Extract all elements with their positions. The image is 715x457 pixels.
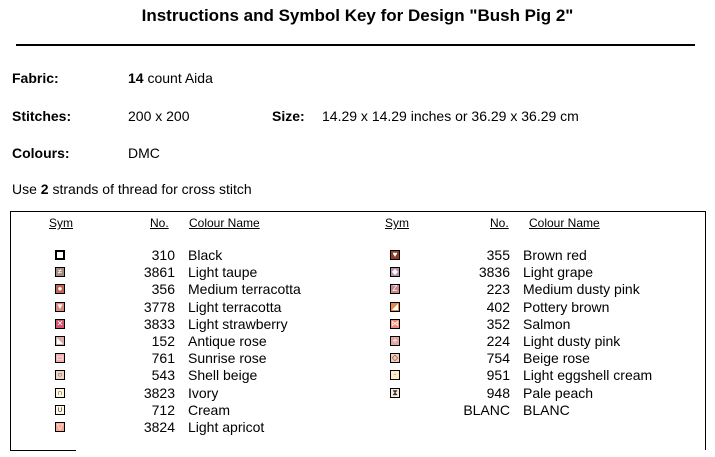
colour-name: Light eggshell cream [523, 367, 653, 384]
header-sym-left: Sym [49, 216, 73, 230]
hourglass-symbol-icon: ⧗ [390, 388, 400, 398]
colour-name: Pottery brown [523, 298, 610, 315]
dmc-number: 3824 [143, 419, 175, 435]
list-item [55, 333, 355, 350]
colour-name: BLANC [523, 401, 570, 418]
list-item [390, 264, 690, 281]
colour-name: Salmon [523, 315, 571, 332]
circle-symbol-icon: ● [55, 284, 65, 294]
diamond-symbol-icon: ◆ [391, 267, 399, 277]
colour-name: Light grape [523, 264, 594, 281]
ring-symbol-icon: ○ [55, 370, 65, 380]
dmc-number: 352 [486, 315, 510, 332]
list-item [55, 281, 355, 298]
dmc-number: 152 [151, 333, 175, 349]
arch-symbol-icon: ∩ [55, 388, 65, 398]
header-no-right: No. [490, 216, 509, 230]
list-item [55, 264, 355, 281]
size-label: Size: [272, 108, 305, 124]
strands-instruction [12, 181, 252, 197]
dmc-number: 402 [486, 298, 510, 315]
list-item [390, 316, 690, 333]
dmc-number: 948 [486, 384, 510, 401]
z-symbol-icon: Z [390, 284, 400, 294]
colour-name: Shell beige [188, 367, 258, 384]
colour-name: Ivory [188, 384, 219, 401]
colour-name: Black [188, 247, 223, 263]
rectangle-symbol-icon: ▭ [56, 353, 64, 363]
dmc-number: 951 [486, 367, 510, 384]
list-item [390, 333, 690, 350]
strands-suffix: strands of thread for cross stitch [52, 181, 252, 197]
colour-name: Beige rose [523, 350, 590, 367]
dmc-number: 761 [151, 350, 175, 367]
list-item [390, 281, 690, 298]
diamond-outline-symbol-icon: ◇ [391, 353, 399, 363]
fabric-type: count Aida [147, 70, 213, 86]
cup-symbol-icon: ∪ [55, 405, 65, 415]
heart-symbol-icon: ♥ [390, 250, 400, 260]
black-square-symbol-icon [55, 250, 65, 260]
header-sym-right: Sym [385, 216, 409, 230]
dmc-number: 3778 [143, 298, 175, 315]
dmc-number: 310 [151, 247, 175, 263]
header-no-left: No. [150, 216, 169, 230]
list-item [390, 385, 690, 402]
stitches-label: Stitches: [12, 108, 72, 124]
list-item [55, 247, 355, 264]
dmc-number: 712 [151, 401, 175, 418]
colour-name: Brown red [523, 247, 587, 263]
colours-label: Colours: [12, 145, 70, 161]
taupe-symbol-icon: ≠ [55, 267, 65, 277]
corner-triangle-symbol-icon: ◢ [391, 301, 399, 311]
list-item [390, 247, 690, 264]
size-value: 14.29 x 14.29 inches or 36.29 x 36.29 cm [322, 108, 579, 124]
header-name-right: Colour Name [529, 216, 600, 230]
header-name-left: Colour Name [189, 216, 260, 230]
blank-symbol-icon [390, 405, 400, 415]
dot-symbol-icon: · [390, 370, 400, 380]
list-item [55, 316, 355, 333]
dmc-number: 223 [486, 281, 510, 298]
stitches-value: 200 x 200 [128, 108, 190, 124]
dmc-number: 3836 [478, 264, 510, 281]
fabric-value [128, 70, 213, 86]
plus-symbol-icon: + [390, 336, 400, 346]
colour-name: Medium dusty pink [523, 281, 640, 298]
corner-triangle-symbol-icon: ◣ [56, 336, 64, 345]
colour-name: Cream [188, 401, 231, 418]
cross-symbol-icon: ✕ [56, 318, 64, 328]
dmc-number: 3861 [143, 264, 175, 281]
colour-name: Light apricot [188, 419, 265, 435]
list-item [390, 299, 690, 316]
strands-prefix: Use [12, 181, 37, 197]
list-item [390, 367, 690, 384]
dmc-number: 3833 [143, 315, 175, 332]
fabric-label: Fabric: [12, 70, 59, 86]
list-item [55, 419, 355, 436]
dmc-number: BLANC [463, 401, 510, 418]
colour-name: Light dusty pink [523, 333, 621, 349]
list-item [55, 299, 355, 316]
colour-name: Antique rose [188, 333, 267, 349]
list-item [55, 402, 355, 419]
list-item [390, 350, 690, 367]
dmc-number: 356 [151, 281, 175, 298]
list-item [390, 402, 690, 419]
page-title: Instructions and Symbol Key for Design "Bush Pig 2" [141, 6, 574, 25]
triangle-down-symbol-icon: ▼ [56, 301, 64, 311]
colours-value: DMC [128, 145, 160, 161]
list-item [55, 367, 355, 384]
dmc-number: 754 [486, 350, 510, 367]
colour-name: Sunrise rose [188, 350, 267, 367]
list-item [55, 385, 355, 402]
dmc-number: 224 [486, 333, 510, 349]
bowtie-symbol-icon: ⋈ [391, 318, 399, 328]
outline-triangle-symbol-icon: ▽ [56, 422, 64, 431]
list-item [55, 350, 355, 367]
dmc-number: 543 [151, 367, 175, 384]
table-bottom-rule [10, 450, 76, 451]
title-underline [16, 44, 695, 46]
colour-name: Light strawberry [188, 315, 288, 332]
colour-name: Pale peach [523, 384, 594, 401]
strands-count: 2 [40, 181, 49, 197]
colour-name: Medium terracotta [188, 281, 301, 298]
dmc-number: 355 [486, 247, 510, 263]
colour-name: Light terracotta [188, 298, 282, 315]
colour-name: Light taupe [188, 264, 258, 281]
dmc-number: 3823 [143, 384, 175, 401]
fabric-count: 14 [128, 70, 144, 86]
